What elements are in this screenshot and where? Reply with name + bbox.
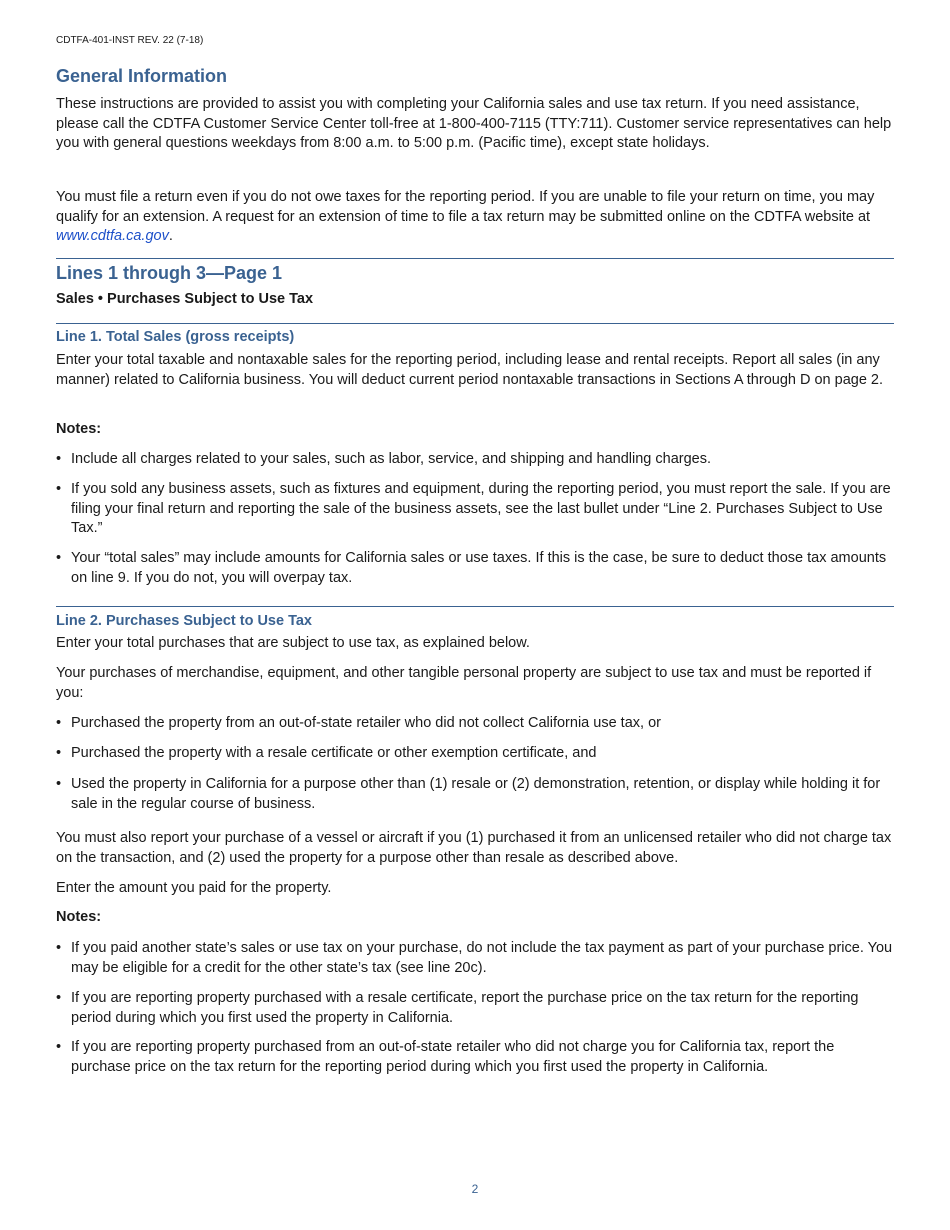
bullet-icon: •: [56, 990, 62, 1006]
line2-condition-item: [56, 714, 894, 734]
line2-note-item: [56, 989, 894, 1028]
line1-note-text: Include all charges related to your sales, such as labor, service, and shipping and handling charges.: [71, 451, 712, 467]
general-info-para-1: These instructions are provided to assist you with completing your California sales and use tax return. If you need assistance, please call the CDTFA Customer Service Center toll-free at 1-800-400-7115 (TTY:711). Customer service representatives can help you with general questions weekdays from 8:00 a.m. to 5:00 p.m. (Pacific time), except state holidays.: [56, 96, 892, 151]
lines-section-subtitle: Sales • Purchases Subject to Use Tax: [56, 291, 314, 307]
line2-note-text: If you are reporting property purchased with a resale certificate, report the purchase price on the tax return for the reporting period during which you first used the property in California.: [71, 990, 859, 1026]
line1-note-text: Your “total sales” may include amounts for California sales or use taxes. If this is the case, be sure to deduct those tax amounts on line 9. If you do not, you will overpay tax.: [71, 550, 887, 586]
line2-para-1: Enter your total purchases that are subject to use tax, as explained below.: [56, 635, 530, 651]
section-divider: [56, 258, 894, 259]
line1-note-text: If you sold any business assets, such as fixtures and equipment, during the reporting period, you must report the sale. If you are filing your final return and reporting the sale of the business assets, see the last bullet under “Line 2. Purchases Subject to Use Tax.”: [71, 481, 891, 536]
line2-condition-text: Purchased the property from an out-of-state retailer who did not collect California use tax, or: [71, 715, 661, 731]
cdtfa-website-link[interactable]: www.cdtfa.ca.gov: [56, 228, 169, 244]
general-info-para-2: [56, 188, 894, 247]
page-number: 2: [471, 1182, 479, 1196]
general-info-para-2-end: .: [168, 228, 173, 244]
line2-notes-label: Notes:: [56, 909, 102, 925]
bullet-icon: •: [56, 715, 62, 731]
line2-para-3: You must also report your purchase of a vessel or aircraft if you (1) purchased it from an unlicensed retailer who did not charge tax on the transaction, and (2) used the property for a purpose other than resale as described above.: [56, 830, 892, 866]
line2-note-item: [56, 939, 894, 978]
line2-condition-text: Used the property in California for a purpose other than (1) resale or (2) demonstration, retention, or display while holding it for sale in the regular course of business.: [71, 776, 881, 812]
bullet-icon: •: [56, 745, 62, 761]
line1-notes-label: Notes:: [56, 421, 102, 437]
bullet-icon: •: [56, 481, 62, 497]
lines-section-heading: Lines 1 through 3—Page 1: [56, 263, 283, 283]
line1-note-item: [56, 450, 894, 470]
line1-note-item: [56, 549, 894, 588]
line2-heading: Line 2. Purchases Subject to Use Tax: [56, 613, 312, 629]
line2-note-item: [56, 1038, 894, 1077]
line2-condition-text: Purchased the property with a resale certificate or other exemption certificate, and: [71, 745, 597, 761]
form-id: CDTFA-401-INST REV. 22 (7-18): [56, 35, 204, 46]
line1-divider: [56, 323, 894, 324]
general-info-heading: General Information: [56, 66, 228, 86]
line2-condition-item: [56, 744, 894, 764]
line1-para: Enter your total taxable and nontaxable sales for the reporting period, including lease and rental receipts. Report all sales (in any manner) related to California business. You will deduct current period nontaxable transactions in Sections A through D on page 2.: [56, 352, 884, 388]
general-info-para-2-text: You must file a return even if you do not owe taxes for the reporting period. If you are unable to file your return on time, you may qualify for an extension. A request for an extension of time to file a tax return may be submitted online on the CDTFA website at: [56, 189, 875, 225]
line1-heading: Line 1. Total Sales (gross receipts): [56, 329, 295, 345]
bullet-icon: •: [56, 940, 62, 956]
line1-note-item: [56, 480, 894, 539]
bullet-icon: •: [56, 550, 62, 566]
line2-note-text: If you paid another state’s sales or use tax on your purchase, do not include the tax payment as part of your purchase price. You may be eligible for a credit for the other state’s tax (see line 20c).: [71, 940, 893, 976]
line2-condition-item: [56, 775, 894, 814]
bullet-icon: •: [56, 451, 62, 467]
bullet-icon: •: [56, 1039, 62, 1055]
line2-para-2: Your purchases of merchandise, equipment, and other tangible personal property are subject to use tax and must be reported if you:: [56, 665, 872, 701]
line2-para-4: Enter the amount you paid for the property.: [56, 880, 332, 896]
line2-divider: [56, 606, 894, 607]
bullet-icon: •: [56, 776, 62, 792]
line2-note-text: If you are reporting property purchased from an out-of-state retailer who did not charge you for California tax, report the purchase price on the tax return for the reporting period during which you first used the property in California.: [71, 1039, 835, 1075]
